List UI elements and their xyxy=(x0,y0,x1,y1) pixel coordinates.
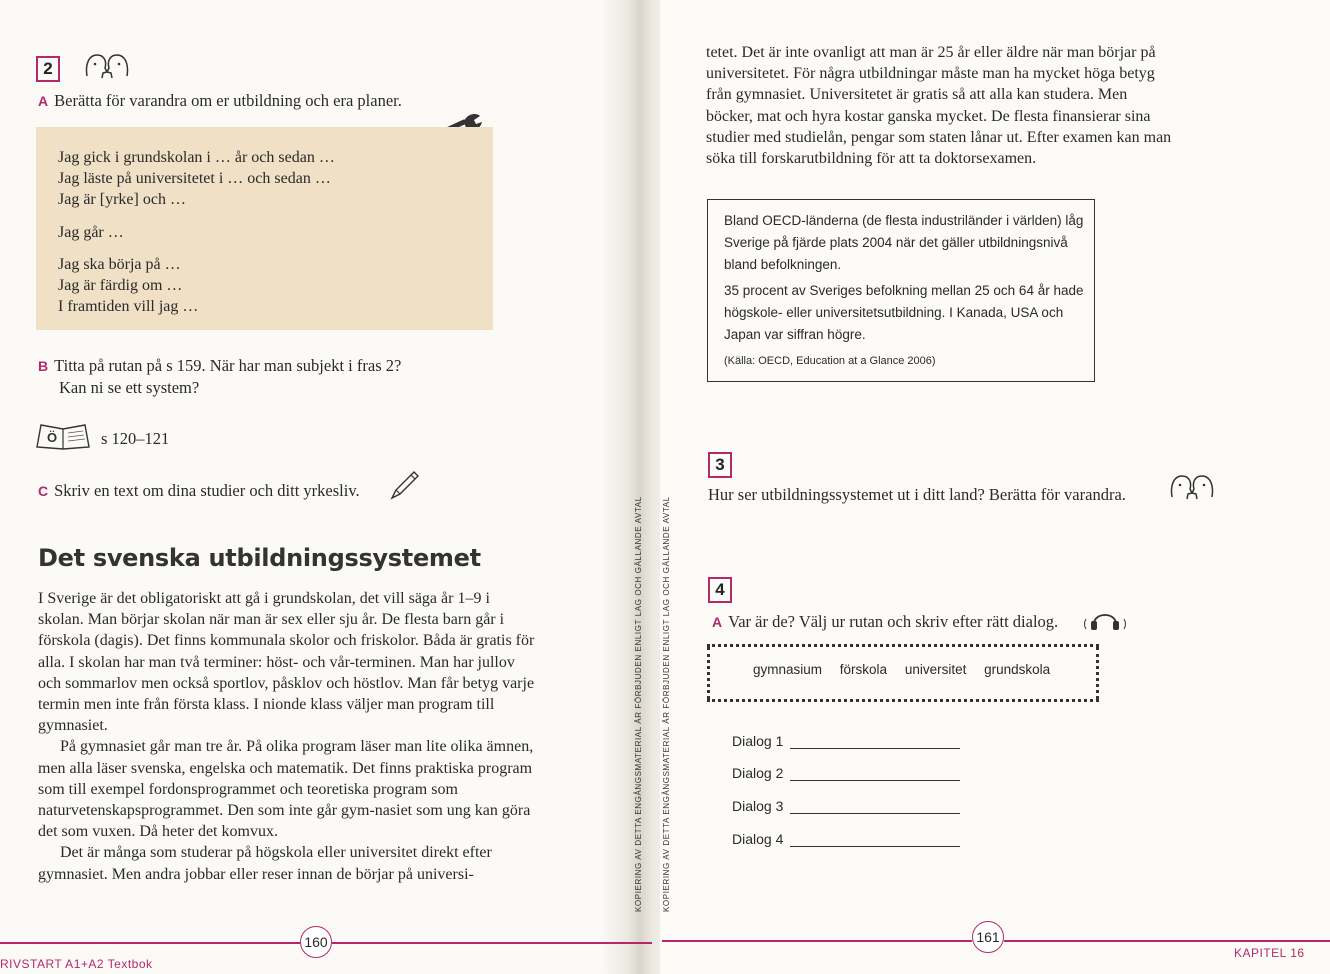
exercise-number-3: 3 xyxy=(708,452,732,478)
info-paragraph: Bland OECD-länderna (de flesta industriländer i världen) låg Sverige på fjärde plats 2004 när det gäller utbildningsnivå bland befolkningen. xyxy=(724,213,1084,272)
dialog-label: Dialog 2 xyxy=(732,765,784,781)
dialog-label: Dialog 4 xyxy=(732,831,784,847)
paragraph: I Sverige är det obligatoriskt att gå i grundskolan, det vill säga år 1–9 i skolan. Man börjar skolan när man är sex eller sju år. De flesta barn går i förskola (dagis). Det finns kommunala skolor och friskolor. Båda är gratis för alla. I skolan har man två terminer: höst- och vår-terminen. Man har jullov och sommarlov men också sportlov, påsklov och höstlov. Man får betyg varje termin men inte från första klass. I nionde klass väljer man program till gymnasiet. xyxy=(38,590,535,735)
info-source: (Källa: OECD, Education at a Glance 2006) xyxy=(724,355,936,367)
dialog-label: Dialog 1 xyxy=(732,733,784,749)
page-number: 160 xyxy=(300,926,332,958)
word-option: universitet xyxy=(904,662,967,677)
dialog-row xyxy=(732,831,783,847)
oecd-info-box xyxy=(707,199,1095,382)
exercise-2a xyxy=(38,91,402,111)
exercise-4a-text: Var är de? Välj ur rutan och skriv efter rätt dialog. xyxy=(728,612,1059,631)
page-number: 161 xyxy=(972,921,1004,953)
footer-rule xyxy=(1004,940,1330,942)
exercise-number-4: 4 xyxy=(708,577,732,603)
paragraph: På gymnasiet går man tre år. På olika program läser man lite olika ämnen, men alla läser svenska, engelska och matematik. Det finns praktiska program som till exempel fordonsprogrammet och teoretiska program som naturvetenskapsprogrammet. Den som inte går gym-nasiet som ung kan göra det som vuxen. Då heter det komvux. xyxy=(38,738,534,841)
dialog-row xyxy=(732,765,783,781)
dialog-row xyxy=(732,733,783,749)
letter-c: C xyxy=(38,483,49,499)
talking-heads-icon xyxy=(83,50,131,82)
exercise-2c-text: Skriv en text om dina studier och ditt yrkesliv. xyxy=(54,481,360,500)
phrase-item: Jag är färdig om … xyxy=(58,277,183,294)
book-reference: s 120–121 xyxy=(101,429,170,448)
copyright-vertical-text: KOPIERING AV DETTA ENGÅNGSMATERIAL ÄR FÖRBJUDEN ENLIGT LAG OCH GÄLLANDE AVTAL xyxy=(634,496,643,912)
dialog-row xyxy=(732,798,783,814)
answer-line[interactable] xyxy=(790,780,960,781)
footer-rule xyxy=(0,942,300,944)
phrase-item: I framtiden vill jag … xyxy=(58,298,199,315)
open-book-icon xyxy=(35,421,91,451)
exercise-2b-line2: Kan ni se ett system? xyxy=(59,378,200,397)
footer-chapter: KAPITEL 16 xyxy=(1234,946,1305,960)
section-heading: Det svenska utbildningssystemet xyxy=(38,544,481,572)
pencil-icon xyxy=(388,468,422,502)
exercise-2c xyxy=(38,481,360,501)
exercise-2b-line1: Titta på rutan på s 159. När har man subjekt i fras 2? xyxy=(54,356,402,375)
word-option: förskola xyxy=(839,662,888,677)
phrase-item: Jag ska börja på … xyxy=(58,256,181,273)
phrase-item: Jag gick i grundskolan i … år och sedan … xyxy=(58,149,335,166)
headphones-icon xyxy=(1082,604,1128,632)
letter-a: A xyxy=(38,93,49,109)
talking-heads-icon xyxy=(1168,471,1216,503)
phrase-item: Jag går … xyxy=(58,224,124,241)
exercise-number-2: 2 xyxy=(36,56,60,82)
phrase-item: Jag läste på universitetet i … och sedan … xyxy=(58,170,331,187)
book-icon-letter: Ö xyxy=(47,430,58,445)
info-paragraph: 35 procent av Sveriges befolkning mellan 25 och 64 år hade högskole- eller universitetsutbildning. I Kanada, USA och Japan var siffran högre. xyxy=(724,283,1084,342)
exercise-3-text: Hur ser utbildningssystemet ut i ditt land? Berätta för varandra. xyxy=(708,485,1126,504)
word-option: gymnasium xyxy=(753,662,823,677)
exercise-4a xyxy=(712,612,1058,632)
dialog-label: Dialog 3 xyxy=(732,798,784,814)
word-option: grundskola xyxy=(984,662,1051,677)
exercise-2b xyxy=(38,355,401,398)
continued-text: tetet. Det är inte ovanligt att man är 25 år eller äldre när man börjar på universitetet. För några utbildningar måste man ha mycket höga betyg från gymnasiet. Universitetet är gratis så att alla kan studera. Men böcker, mat och hyra kostar ganska mycket. De flesta finansierar sina studier med studielån, pengar som staten lånar ut. Efter examen kan man söka till forskarutbildning för att ta doktorsexamen. xyxy=(706,44,1172,168)
letter-b: B xyxy=(38,358,49,374)
exercise-2a-text: Berätta för varandra om er utbildning och era planer. xyxy=(54,91,402,110)
footer-rule xyxy=(332,942,652,944)
copyright-vertical-text: KOPIERING AV DETTA ENGÅNGSMATERIAL ÄR FÖRBJUDEN ENLIGT LAG OCH GÄLLANDE AVTAL xyxy=(662,496,671,912)
answer-line[interactable] xyxy=(790,813,960,814)
paragraph: Det är många som studerar på högskola eller universitet direkt efter gymnasiet. Men andra jobbar eller reser innan de börjar på universi- xyxy=(38,844,492,883)
word-list xyxy=(753,662,1064,677)
letter-a: A xyxy=(712,614,723,630)
phrase-item: Jag är [yrke] och … xyxy=(58,191,186,208)
phrase-box xyxy=(36,127,493,330)
footer-book-title: RIVSTART A1+A2 Textbok xyxy=(0,957,153,971)
footer-rule xyxy=(662,940,972,942)
body-text xyxy=(38,588,538,885)
answer-line[interactable] xyxy=(790,846,960,847)
answer-line[interactable] xyxy=(790,748,960,749)
